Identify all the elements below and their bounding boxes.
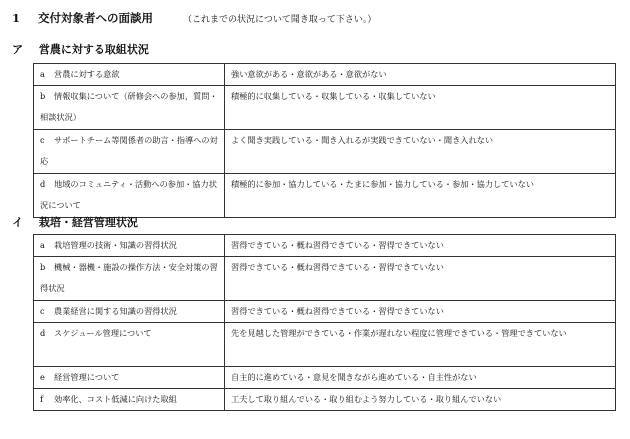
table-row (34, 130, 616, 174)
item-label: 農業経営に関する知識の習得状況 (54, 306, 177, 316)
section-marker: ア (12, 43, 23, 56)
section-heading-a (12, 41, 149, 57)
section-title: 営農に対する取組状況 (38, 43, 149, 56)
item-label: 経営管理について (54, 372, 120, 382)
status-cell: 自主的に進めている・意見を聞きながら進めている・自主性がない (225, 367, 616, 389)
status-cell: 工夫して取り組んでいる・取り組むよう努力している・取り組んでいない (225, 389, 616, 411)
status-cell: 習得できている・概ね習得できている・習得できていない (225, 257, 616, 301)
section-marker: イ (12, 216, 23, 229)
title-text: 交付対象者への面談用 (38, 11, 154, 25)
item-label: 情報収集について（研修会への参加，質問・相談状況） (40, 91, 218, 122)
item-letter: a (40, 240, 45, 250)
item-letter: e (40, 372, 45, 382)
item-cell (34, 389, 225, 411)
status-cell: 強い意欲がある・意欲がある・意欲がない (225, 64, 616, 86)
status-cell: 習得できている・概ね習得できている・習得できていない (225, 235, 616, 257)
table-row (34, 174, 616, 218)
item-label: 栽培管理の技術・知識の習得状況 (54, 240, 177, 250)
status-cell: よく聞き実践している・聞き入れるが実践できていない・聞き入れない (225, 130, 616, 174)
section-heading-i (12, 214, 138, 230)
item-label: 効率化、コスト低減に向けた取組 (54, 394, 177, 404)
table-row (34, 64, 616, 86)
status-cell: 積極的に収集している・収集している・収集していない (225, 86, 616, 130)
item-cell (34, 367, 225, 389)
table-row (34, 257, 616, 301)
item-letter: c (40, 306, 45, 316)
item-cell (34, 130, 225, 174)
item-letter: f (40, 394, 44, 404)
item-letter: b (40, 91, 46, 101)
item-cell (34, 86, 225, 130)
item-label: サポートチーム等関係者の助言・指導への対応 (40, 135, 218, 166)
document-title (12, 10, 376, 26)
item-cell (34, 301, 225, 323)
section-i-table (33, 234, 616, 411)
table-row (34, 323, 616, 367)
section-a-table (33, 63, 616, 218)
item-cell (34, 64, 225, 86)
item-letter: d (40, 179, 46, 189)
item-letter: b (40, 262, 46, 272)
item-cell (34, 323, 225, 367)
title-note: （これまでの状況について聞き取って下さい。） (183, 15, 377, 25)
item-letter: a (40, 69, 45, 79)
table-row (34, 389, 616, 411)
table-row (34, 301, 616, 323)
section-title: 栽培・経営管理状況 (38, 216, 138, 229)
item-cell (34, 257, 225, 301)
item-label: 機械・器機・施設の操作方法・安全対策の習得状況 (40, 262, 218, 293)
item-label: スケジュール管理について (54, 328, 152, 338)
status-cell: 先を見越した管理ができている・作業が遅れない程度に管理できている・管理できていない (225, 323, 616, 367)
status-cell: 習得できている・概ね習得できている・習得できていない (225, 301, 616, 323)
item-letter: d (40, 328, 46, 338)
item-cell (34, 235, 225, 257)
item-cell (34, 174, 225, 218)
item-label: 営農に対する意欲 (54, 69, 120, 79)
table-row (34, 367, 616, 389)
table-row (34, 235, 616, 257)
item-letter: c (40, 135, 45, 145)
item-label: 地域のコミュニティ・活動への参加・協力状況について (40, 179, 217, 210)
table-row (34, 86, 616, 130)
status-cell: 積極的に参加・協力している・たまに参加・協力している・参加・協力していない (225, 174, 616, 218)
title-number: 1 (12, 11, 21, 25)
